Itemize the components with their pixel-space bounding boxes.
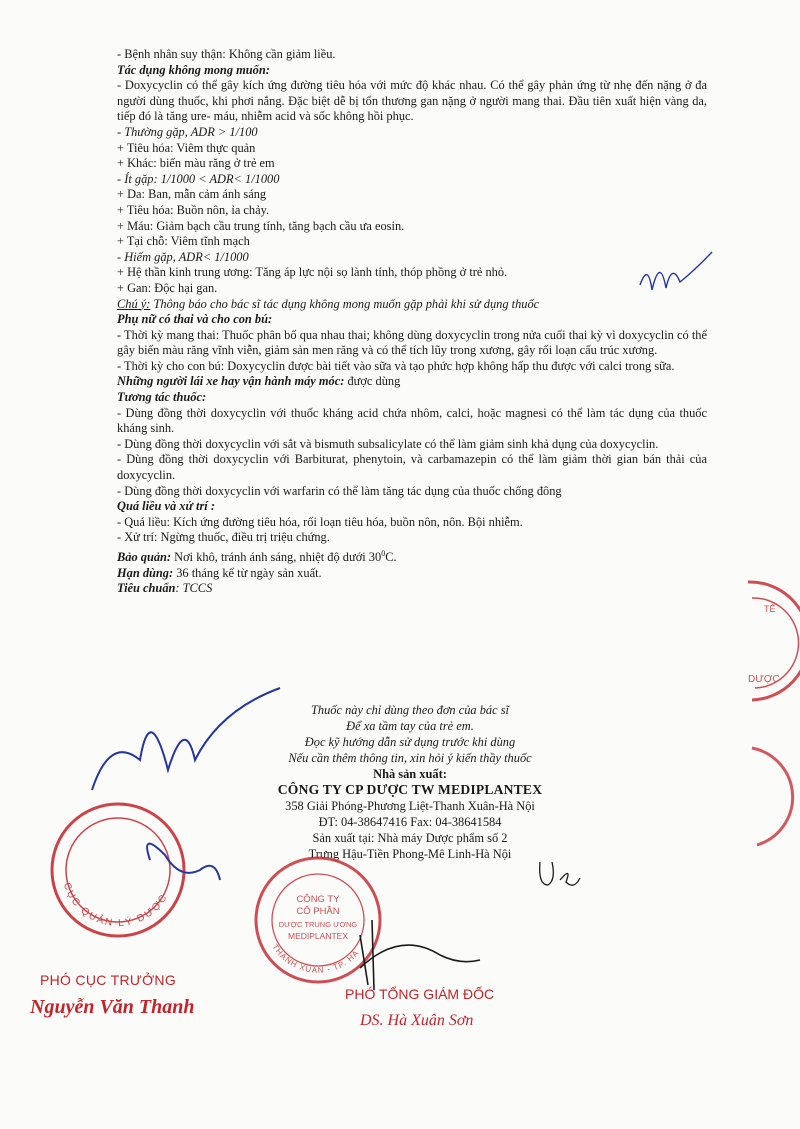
right-seal-text-2: TẾ [764, 604, 776, 614]
overdose-item: - Xử trí: Ngừng thuốc, điều trị triệu chứng. [117, 530, 330, 545]
storage-label: Bảo quản: [117, 550, 172, 565]
company-seal-line: MEDIPLANTEX [288, 931, 348, 941]
interaction-item: - Dùng đồng thời doxycyclin với thuốc kháng acid chứa nhôm, calci, hoặc magnesi có thể làm tác dụng của thuốc kháng sinh. [117, 405, 707, 436]
drivers-text: được dùng [344, 374, 401, 389]
right-seal-text: DƯỢC [748, 674, 780, 685]
company-seal-line: CỔ PHẦN [296, 906, 340, 917]
pregnancy-paragraph: - Thời kỳ mang thai: Thuốc phân bố qua nhau thai; không dùng doxycyclin trong nửa cuối thai kỳ vì doxycyclin có thể gây biến màu răng vĩnh viễn, giảm sản men răng và có thể tích lũy trong xương, gây rối loạn cấu trúc xương. [117, 327, 707, 358]
expiry-text: 36 tháng kể từ ngày sản xuất. [173, 565, 322, 580]
storage-unit: C. [385, 550, 397, 565]
rare-item: + Hệ thần kinh trung ương: Tăng áp lực nội sọ lành tính, thóp phồng ở trẻ nhỏ. [117, 265, 508, 280]
standard-text: : TCCS [175, 581, 213, 596]
interaction-item: - Dùng đồng thời doxycyclin với Barbiturat, phenytoin, và carbamazepin có thể làm giảm thời gian bán thải của doxycyclin. [117, 452, 707, 483]
overdose-heading: Quá liều và xử trí : [117, 499, 215, 514]
left-signatory-name: Nguyễn Văn Thanh [30, 996, 195, 1018]
initials-mark [540, 862, 580, 885]
uncommon-item: + Tiêu hóa: Buồn nôn, ỉa chảy. [117, 202, 270, 217]
expiry-label: Hạn dùng: [117, 565, 174, 580]
rare-item: + Gan: Độc hại gan. [117, 280, 218, 295]
left-signatory-title: PHÓ CỤC TRƯỞNG [40, 972, 177, 988]
uncommon-item: + Máu: Giảm bạch cầu trung tính, tăng bạch cầu ưa eosin. [117, 218, 405, 233]
company-seal [256, 858, 380, 982]
left-official-seal [52, 804, 184, 936]
company-name: CÔNG TY CP DƯỢC TW MEDIPLANTEX [277, 782, 543, 797]
right-signatory-name: DS. Hà Xuân Sơn [360, 1012, 474, 1029]
lactation-paragraph: - Thời kỳ cho con bú: Doxycyclin được bài tiết vào sữa và tạo phức hợp không hấp thu được với calci trong sữa. [117, 358, 675, 373]
manufacturer-label: Nhà sản xuất: [373, 767, 447, 781]
side-effects-heading: Tác dụng không mong muốn: [117, 62, 270, 77]
svg-text:THANH XUÂN - TP. HÀ [270, 942, 361, 974]
left-signature [92, 688, 280, 880]
overdose-item: - Quá liều: Kích ứng đường tiêu hóa, rối loạn tiêu hóa, buồn nôn, nôn. Bội nhiễm. [117, 514, 523, 529]
rare-heading: - Hiếm gặp, ADR< 1/1000 [117, 249, 249, 264]
side-effects-paragraph: - Doxycyclin có thể gây kích ứng đường tiêu hóa với mức độ khác nhau. Có thể gây phản ứng từ nhẹ đến nặng ở đa người dùng thuốc, khi phơi nắng. Đặc biệt dễ bị tổn thương gan nặng ở người mang thai. Đầu tiên xuất hiện vàng da, tiếp đó là tăng ure- máu, nhiễm acid và sốc không hồi phục. [117, 78, 707, 124]
pregnancy-heading: Phụ nữ có thai và cho con bú: [117, 312, 273, 327]
margin-initial-mark [640, 252, 712, 290]
drivers-heading: Những người lái xe hay vận hành máy móc: [117, 374, 345, 389]
storage-text: Nơi khô, tránh ánh sáng, nhiệt độ dưới 30 [171, 550, 382, 565]
interaction-item: - Dùng đồng thời doxycyclin với sắt và bismuth subsalicylate có thể làm giảm sinh khả dụng của doxycyclin. [117, 436, 659, 451]
company-seal-line: DƯỢC TRUNG ƯƠNG [278, 920, 358, 929]
company-seal-ring-text: THANH XUÂN - TP. HÀ [270, 942, 361, 975]
factory-address: Trưng Hậu-Tiền Phong-Mê Linh-Hà Nội [308, 847, 512, 861]
standard-label: Tiêu chuẩn [117, 581, 176, 596]
note-label: Chú ý: [117, 296, 151, 311]
company-seal-line: CÔNG TY [296, 894, 340, 905]
uncommon-heading: - Ít gặp: 1/1000 < ADR< 1/1000 [117, 171, 280, 186]
renal-dose-line: - Bệnh nhân suy thận: Không cần giảm liều. [117, 47, 336, 61]
uncommon-item: + Tại chỗ: Viêm tĩnh mạch [117, 234, 250, 249]
company-address: 358 Giải Phóng-Phương Liệt-Thanh Xuân-Hà Nội [285, 799, 535, 813]
right-signatory-title: PHÓ TỔNG GIÁM ĐỐC [345, 986, 495, 1002]
right-seal-bottom [752, 748, 793, 845]
right-seal-top [748, 582, 800, 700]
company-phone: ĐT: 04-38647416 Fax: 04-38641584 [318, 815, 502, 829]
common-item: + Khác: biến màu răng ở trẻ em [117, 156, 275, 171]
warning-line: Đọc kỹ hướng dẫn sử dụng trước khi dùng [304, 735, 516, 749]
common-heading: - Thường gặp, ADR > 1/100 [117, 124, 258, 139]
uncommon-item: + Da: Ban, mẫn cảm ánh sáng [117, 187, 267, 202]
factory-line: Sản xuất tại: Nhà máy Dược phẩm số 2 [312, 831, 508, 845]
storage-degree: 0 [381, 549, 386, 558]
left-seal-text: CỤC QUẢN LÝ DƯỢC [60, 881, 171, 930]
warning-line: Nếu cần thêm thông tin, xin hỏi ý kiến thầy thuốc [288, 751, 532, 765]
warning-line: Để xa tầm tay của trẻ em. [346, 719, 474, 733]
common-item: + Tiêu hóa: Viêm thực quản [117, 140, 256, 155]
note-text: Thông báo cho bác sĩ tác dụng không mong muốn gặp phải khi sử dụng thuốc [150, 296, 540, 311]
warning-line: Thuốc này chỉ dùng theo đơn của bác sĩ [311, 703, 509, 717]
interaction-item: - Dùng đồng thời doxycyclin với warfarin có thể làm tăng tác dụng của thuốc chống đông [117, 483, 562, 498]
interactions-heading: Tương tác thuốc: [117, 390, 207, 405]
